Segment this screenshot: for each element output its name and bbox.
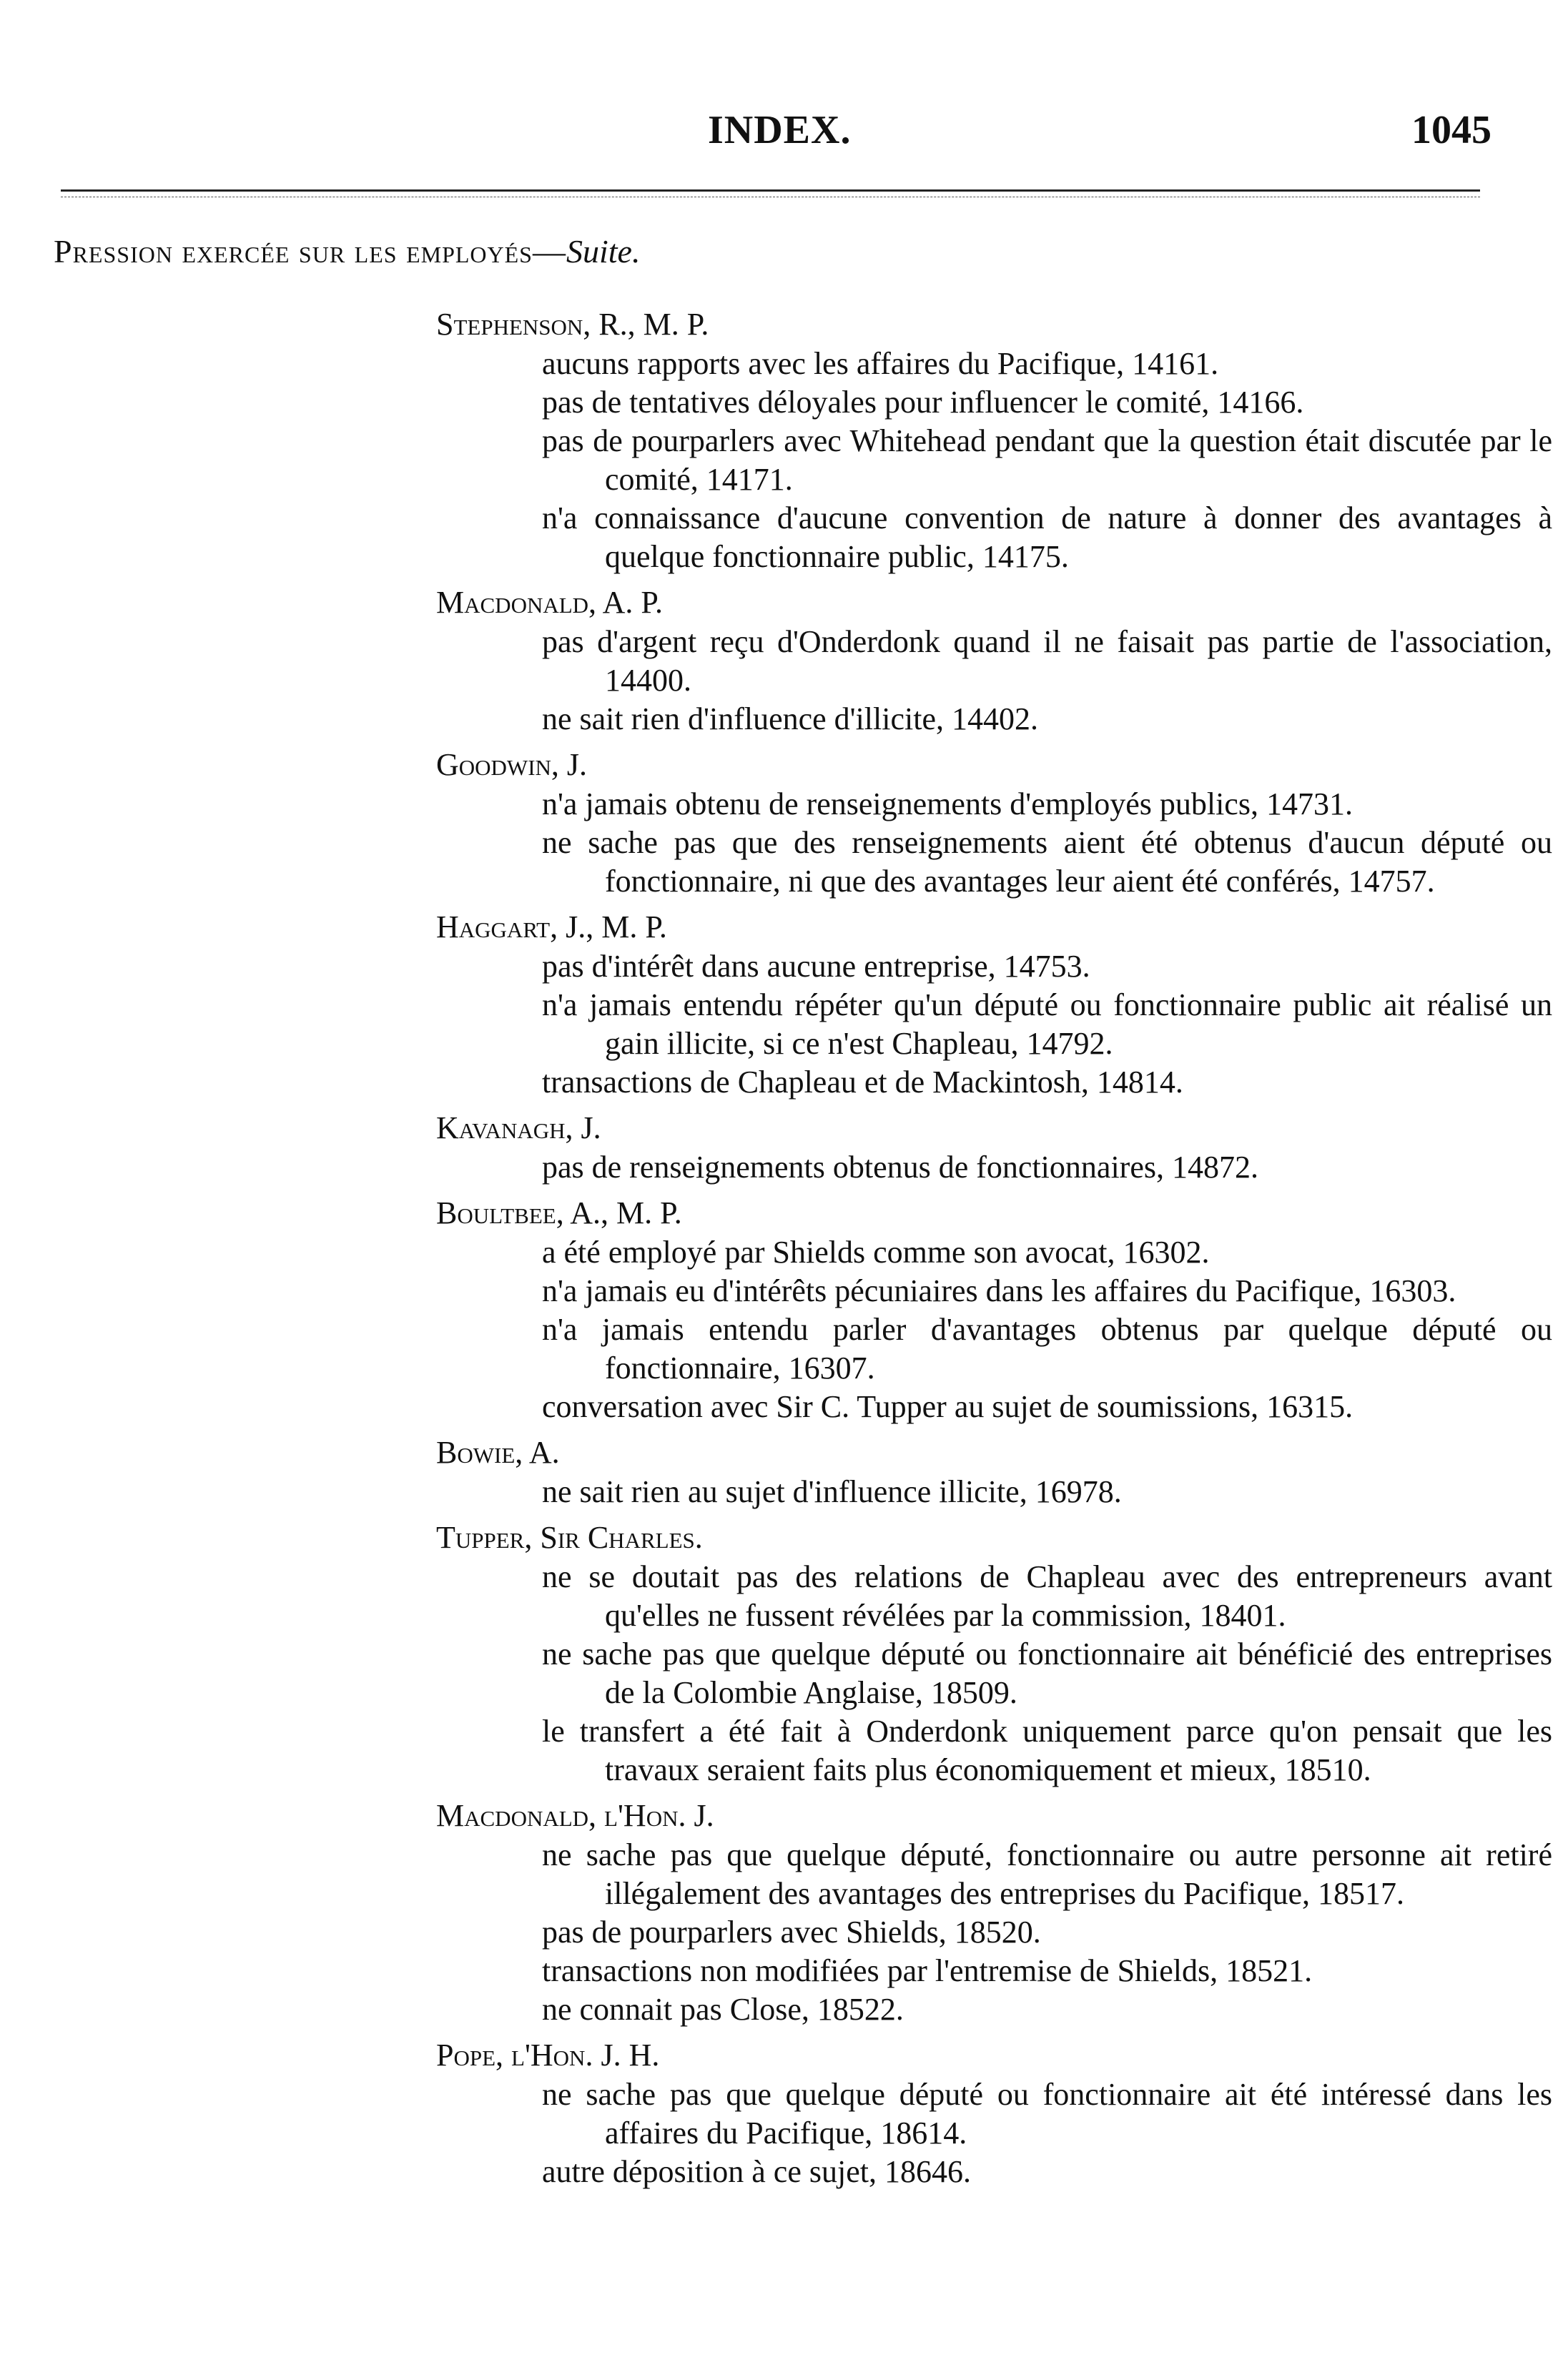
entry-item: ne sait rien d'influence d'illicite, 14402. (542, 701, 1038, 736)
entry-item: n'a connaissance d'aucune convention de nature à donner des avantages à quelque fonctionnaire public, 14175. (542, 500, 1552, 574)
entry-item: pas de tentatives déloyales pour influencer le comité, 14166. (542, 385, 1304, 420)
index-entries (0, 304, 1558, 2191)
entry-item: ne sache pas que quelque député ou fonctionnaire ait été intéressé dans les affaires du Pacifique, 18614. (542, 2077, 1552, 2151)
index-entry (0, 304, 1558, 576)
entry-item: transactions de Chapleau et de Mackintosh, 14814. (542, 1065, 1183, 1100)
entry-item: autre déposition à ce sujet, 18646. (542, 2154, 971, 2189)
entry-item: ne se doutait pas des relations de Chapleau avec des entrepreneurs avant qu'elles ne fussent révélées par la commission, 18401. (542, 1559, 1552, 1633)
section-title-main: Pression exercée sur les employés— (54, 233, 566, 270)
entry-name: Goodwin, J. (436, 747, 588, 782)
index-entry (0, 2035, 1558, 2191)
entry-item: ne sache pas que des renseignements aient été obtenus d'aucun député ou fonctionnaire, ni que des avantages leur aient été conférés, 14757. (542, 825, 1552, 899)
entry-item: pas de pourparlers avec Whitehead pendant que la question était discutée par le comité, 14171. (542, 423, 1552, 497)
index-entry (0, 1795, 1558, 2029)
section-title (54, 232, 640, 270)
entry-item: transactions non modifiées par l'entremise de Shields, 18521. (542, 1953, 1313, 1988)
entry-name: Kavanagh, J. (436, 1110, 601, 1145)
entry-name: Bowie, A. (436, 1435, 560, 1470)
entry-name: Pope, l'Hon. J. H. (436, 2038, 660, 2073)
header-rule (61, 189, 1480, 192)
page-header (0, 107, 1558, 157)
entry-name: Tupper, Sir Charles. (436, 1520, 703, 1555)
index-entry (0, 907, 1558, 1102)
entry-item: conversation avec Sir C. Tupper au sujet de soumissions, 16315. (542, 1389, 1354, 1424)
entry-item: ne sache pas que quelque député, fonctionnaire ou autre personne ait retiré illégalement des avantages des entreprises du Pacifique, 18517. (542, 1837, 1552, 1911)
index-entry (0, 1107, 1558, 1187)
entry-item: pas de pourparlers avec Shields, 18520. (542, 1915, 1041, 1950)
index-entry (0, 1432, 1558, 1511)
index-entry (0, 744, 1558, 901)
entry-item: n'a jamais eu d'intérêts pécuniaires dans les affaires du Pacifique, 16303. (542, 1273, 1456, 1308)
entry-item: a été employé par Shields comme son avocat, 16302. (542, 1235, 1210, 1270)
entry-item: ne connait pas Close, 18522. (542, 1992, 904, 2027)
index-entry (0, 1517, 1558, 1789)
entry-item: ne sait rien au sujet d'influence illicite, 16978. (542, 1474, 1122, 1509)
page-number: 1045 (1411, 108, 1492, 152)
entry-item: le transfert a été fait à Onderdonk uniquement parce qu'on pensait que les travaux seraient faits plus économiquement et mieux, 18510. (542, 1714, 1552, 1787)
entry-name: Macdonald, A. P. (436, 585, 664, 620)
entry-item: pas d'argent reçu d'Onderdonk quand il ne faisait pas partie de l'association, 14400. (542, 624, 1552, 698)
index-entry (0, 582, 1558, 739)
entry-item: pas d'intérêt dans aucune entreprise, 14753. (542, 949, 1090, 984)
entry-name: Stephenson, R., M. P. (436, 307, 709, 342)
entry-item: n'a jamais entendu répéter qu'un député ou fonctionnaire public ait réalisé un gain illicite, si ce n'est Chapleau, 14792. (542, 987, 1552, 1061)
entry-name: Haggart, J., M. P. (436, 909, 667, 944)
entry-item: pas de renseignements obtenus de fonctionnaires, 14872. (542, 1150, 1258, 1185)
entry-item: aucuns rapports avec les affaires du Pacifique, 14161. (542, 346, 1219, 381)
entry-name: Macdonald, l'Hon. J. (436, 1798, 714, 1833)
section-title-suffix: Suite. (566, 233, 641, 270)
entry-item: ne sache pas que quelque député ou fonctionnaire ait bénéficié des entreprises de la Colombie Anglaise, 18509. (542, 1636, 1552, 1710)
index-entry (0, 1193, 1558, 1426)
entry-item: n'a jamais obtenu de renseignements d'employés publics, 14731. (542, 786, 1353, 821)
header-title: INDEX. (708, 108, 852, 152)
entry-name: Boultbee, A., M. P. (436, 1195, 682, 1230)
entry-item: n'a jamais entendu parler d'avantages obtenus par quelque député ou fonctionnaire, 16307. (542, 1312, 1552, 1386)
